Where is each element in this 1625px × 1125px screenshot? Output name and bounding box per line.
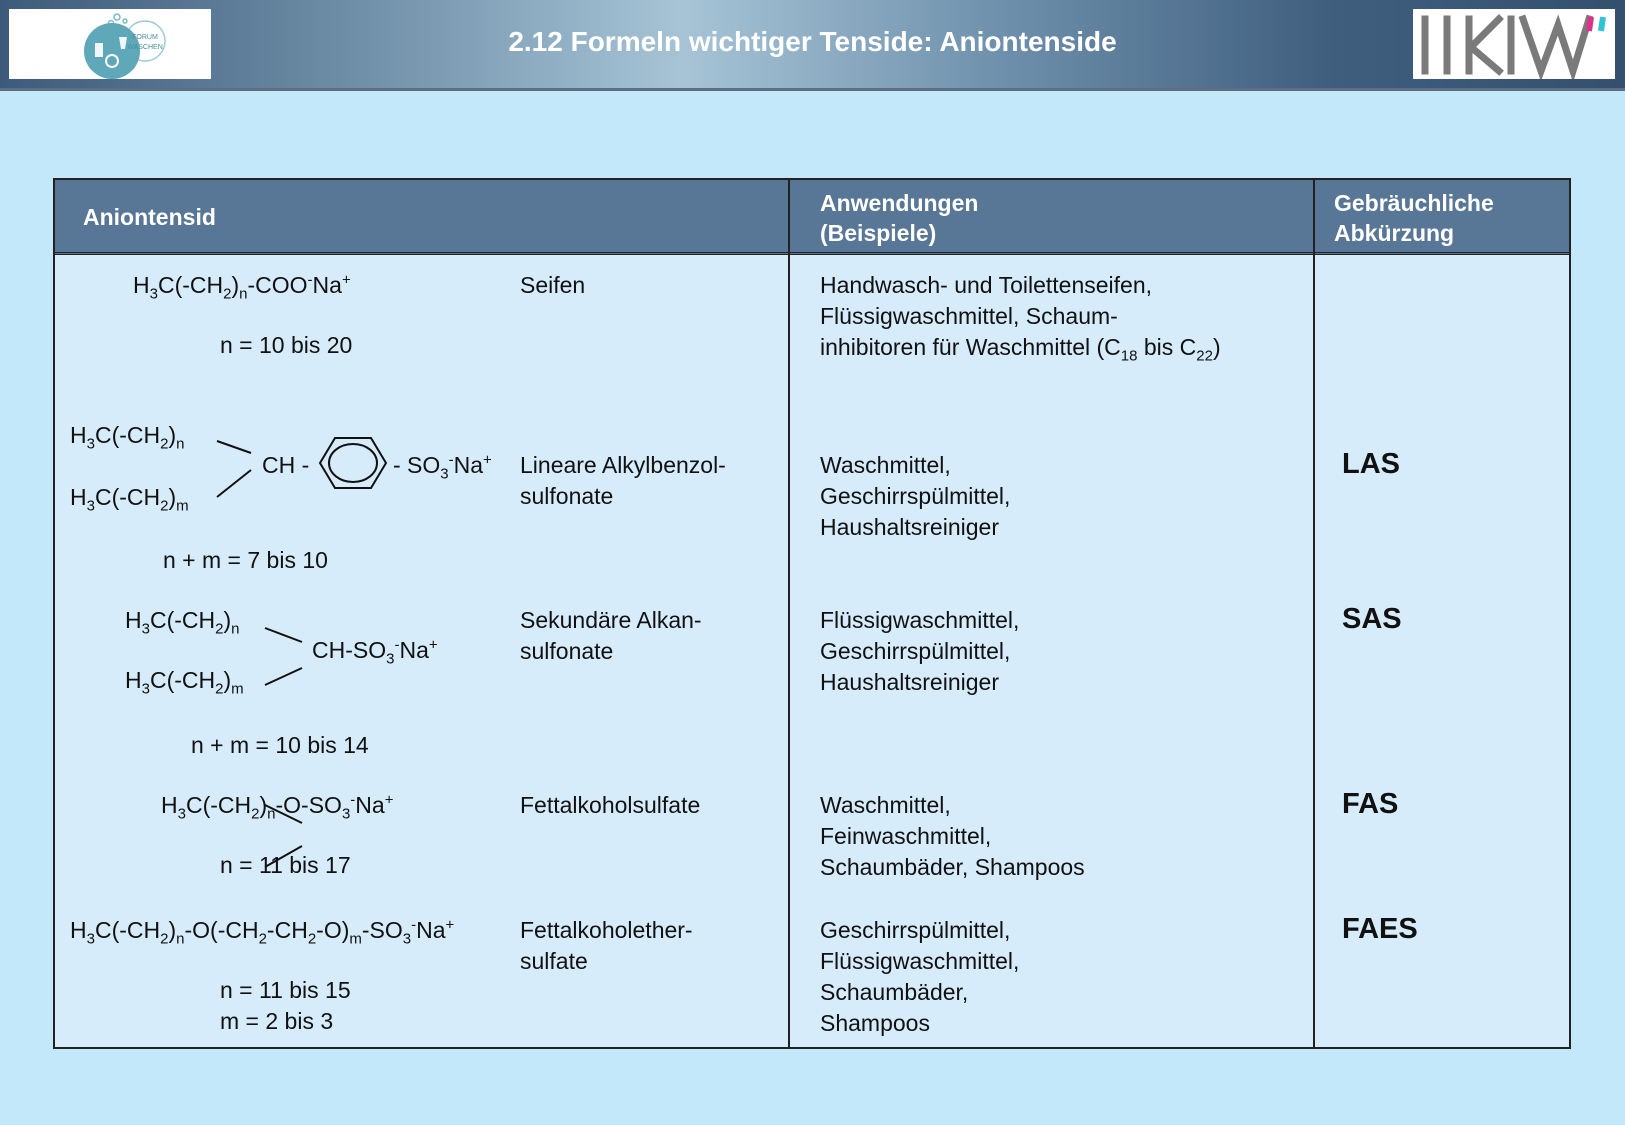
- range-soap: n = 10 bis 20: [220, 332, 353, 358]
- usage-fas-line1: Waschmittel,: [820, 792, 951, 818]
- usage-faes-line3: Schaumbäder,: [820, 979, 969, 1005]
- usage-fas-line2: Feinwaschmittel,: [820, 823, 992, 849]
- formula-sas-head: $CH-SO_3^-Na^+$: [312, 636, 438, 668]
- header-abkuerzung: [1334, 188, 1494, 248]
- header-anwendungen-line2: (Beispiele): [820, 220, 937, 246]
- range-faes-n: n = 11 bis 15: [220, 977, 351, 1003]
- usage-las-line1: Waschmittel,: [820, 452, 951, 478]
- name-fas: Fettalkoholsulfate: [520, 792, 701, 818]
- column-divider-1: [788, 180, 790, 1047]
- usage-las: [820, 450, 1010, 543]
- column-divider-2: [1313, 180, 1315, 1047]
- usage-sas-line2: Geschirrspülmittel,: [820, 638, 1011, 664]
- header-abkuerzung-line1: Gebräuchliche: [1334, 190, 1494, 216]
- usage-sas-line1: Flüssigwaschmittel,: [820, 607, 1020, 633]
- usage-faes: [820, 915, 1019, 1039]
- formula-sas-chain-n: $H_3C(-CH_2)_n$: [125, 607, 240, 638]
- usage-faes-line1: Geschirrspülmittel,: [820, 917, 1011, 943]
- abbr-sas: SAS: [1342, 603, 1402, 635]
- surfactant-table: [53, 178, 1571, 1049]
- forum-waschen-logo: [9, 9, 211, 79]
- formula-las-head: - $SO_3^-Na^+$: [393, 451, 492, 483]
- page-title: 2.12 Formeln wichtiger Tenside: Aniontenside: [508, 26, 1117, 57]
- name-faes: [520, 915, 693, 977]
- usage-sas-line3: Haushaltsreiniger: [820, 669, 999, 695]
- abbr-las: LAS: [1342, 448, 1400, 480]
- abbr-fas: FAS: [1342, 788, 1399, 820]
- usage-soap-line1: Handwasch- und Toilettenseifen,: [820, 272, 1153, 298]
- name-las-line1: Lineare Alkylbenzol-: [520, 452, 726, 478]
- usage-las-line3: Haushaltsreiniger: [820, 514, 999, 540]
- range-las: n + m = 7 bis 10: [163, 547, 328, 573]
- usage-soap-line2: Flüssigwaschmittel, Schaum-: [820, 303, 1118, 329]
- range-faes-m: m = 2 bis 3: [220, 1008, 334, 1034]
- formula-fas: $H_3C(-CH_2)_n-O-SO_3^-Na^+$: [161, 791, 394, 823]
- name-las-line2: sulfonate: [520, 483, 614, 509]
- formula-las-chain-m: $H_3C(-CH_2)_m$: [70, 484, 189, 515]
- logo-text-waschen: WASCHEN: [127, 44, 163, 51]
- usage-fas: [820, 790, 1085, 883]
- range-sas: n + m = 10 bis 14: [191, 732, 369, 758]
- formula-las-ch: CH -: [262, 452, 310, 478]
- header-anwendungen: [820, 188, 978, 248]
- range-faes: [220, 975, 351, 1037]
- abbr-faes: FAES: [1342, 913, 1418, 945]
- name-faes-line2: sulfate: [520, 948, 588, 974]
- usage-soap-line3: inhibitoren für Waschmittel ($C_{18}$ bis $C_{22}$): [820, 334, 1221, 365]
- name-soap: Seifen: [520, 272, 586, 298]
- formula-las-chain-n: $H_3C(-CH_2)_n$: [70, 422, 185, 453]
- name-sas: [520, 605, 702, 667]
- name-faes-line1: Fettalkoholether-: [520, 917, 693, 943]
- range-fas: n = 11 bis 17: [220, 852, 351, 878]
- ikw-logo: [1413, 9, 1615, 79]
- usage-sas: [820, 605, 1019, 698]
- header-anwendungen-line1: Anwendungen: [820, 190, 979, 216]
- usage-faes-line2: Flüssigwaschmittel,: [820, 948, 1020, 974]
- usage-soap: [820, 270, 1221, 363]
- usage-las-line2: Geschirrspülmittel,: [820, 483, 1011, 509]
- formula-sas-chain-m: $H_3C(-CH_2)_m$: [125, 667, 244, 698]
- name-sas-line1: Sekundäre Alkan-: [520, 607, 702, 633]
- header-aniontensid: Aniontensid: [83, 204, 216, 230]
- formula-soap: $H_3C(-CH_2)_n-COO^-Na^+$: [133, 271, 351, 303]
- header-abkuerzung-line2: Abkürzung: [1334, 220, 1455, 246]
- usage-fas-line3: Schaumbäder, Shampoos: [820, 854, 1085, 880]
- name-sas-line2: sulfonate: [520, 638, 614, 664]
- logo-text-forum: FORUM: [132, 34, 158, 41]
- formula-faes: $H_3C(-CH_2)_n-O(-CH_2-CH_2-O)_m-SO_3^-Na^+$: [70, 916, 455, 948]
- usage-faes-line4: Shampoos: [820, 1010, 930, 1036]
- header-banner: [0, 0, 1625, 91]
